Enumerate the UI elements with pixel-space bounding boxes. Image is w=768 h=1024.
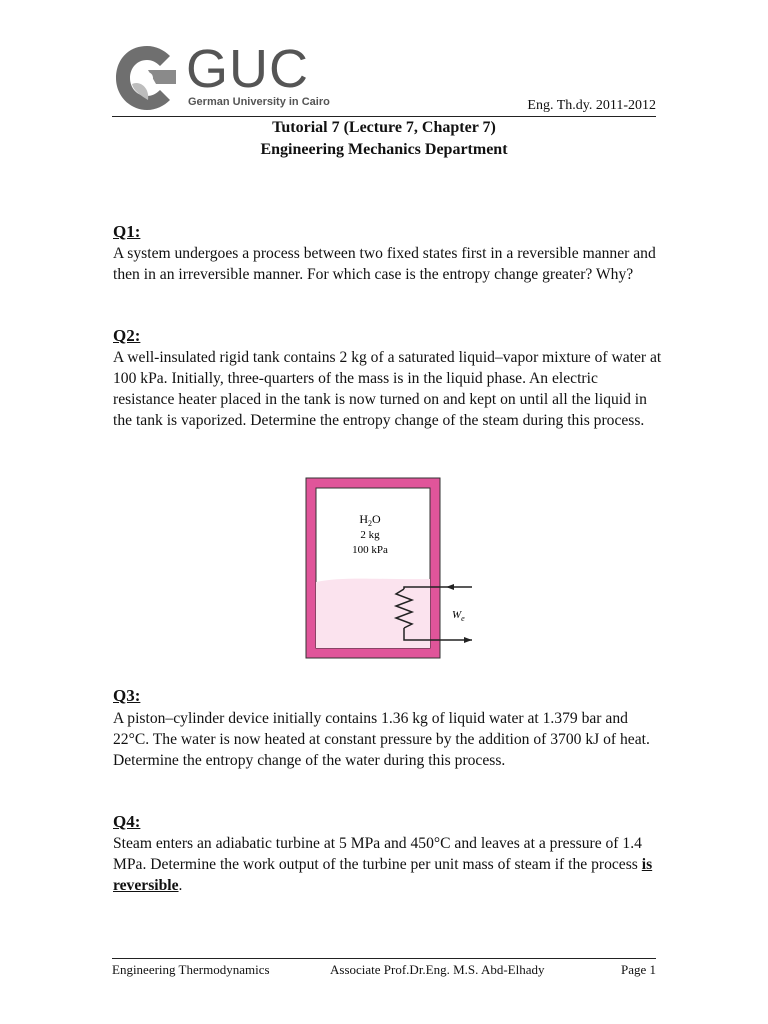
mass-label: 2 kg xyxy=(360,529,380,541)
arrow-in-icon xyxy=(446,584,454,590)
header-divider xyxy=(112,116,656,117)
logo-text: GUC xyxy=(186,39,309,99)
substance-label: $H_2O$ xyxy=(359,512,381,528)
q4-emphasis: is reversible xyxy=(113,856,653,894)
page-number: Page 1 xyxy=(620,962,656,977)
footer-divider xyxy=(112,958,656,959)
q2-text: A well-insulated rigid tank contains 2 kg of a saturated liquid–vapor mixture of water at 100 kPa. Initially, three-quarters of the mass is in the liquid phase. An electric resistance heater placed in the tank is now turned on and kept on until all the liquid in the tank is vaporized. Determine the entropy change of the steam during this process. xyxy=(113,349,662,429)
q4-text-body: Steam enters an adiabatic turbine at 5 MPa and 450°C and leaves at a pressure of 1.4 MPa. Determine the work output of the turbine per unit mass of steam if the process xyxy=(113,835,642,873)
q4-text-end: . xyxy=(178,877,183,894)
liquid-region xyxy=(316,579,430,648)
q3-text: A piston–cylinder device initially contains 1.36 kg of liquid water at 1.379 bar and 22°C. The water is now heated at constant pressure by the addition of 3700 kJ of heat. Determine the entropy change of the water during this process. xyxy=(113,710,650,769)
tutorial-title: Tutorial 7 (Lecture 7, Chapter 7) xyxy=(272,119,496,136)
q2-label: Q2: xyxy=(113,326,141,345)
course-code: Eng. Th.dy. 2011-2012 xyxy=(527,98,656,113)
q4-text xyxy=(113,833,663,896)
tank-figure xyxy=(304,476,476,660)
pressure-label: 100 kPa xyxy=(352,544,388,556)
work-label: $W_e$ xyxy=(452,609,465,623)
department-title: Engineering Mechanics Department xyxy=(260,141,508,158)
q1-label: Q1: xyxy=(113,222,141,241)
arrow-out-icon xyxy=(464,637,472,643)
logo-subtitle: German University in Cairo xyxy=(188,96,330,108)
q4-label: Q4: xyxy=(113,812,141,831)
footer-course: Engineering Thermodynamics xyxy=(112,962,270,977)
guc-emblem-icon xyxy=(112,40,182,116)
footer-author: Associate Prof.Dr.Eng. M.S. Abd-Elhady xyxy=(330,962,545,977)
q3-label: Q3: xyxy=(113,686,141,705)
q1-text: A system undergoes a process between two fixed states first in a reversible manner and then in an irreversible manner. For which case is the entropy change greater? Why? xyxy=(113,245,656,283)
guc-logo xyxy=(112,39,330,116)
